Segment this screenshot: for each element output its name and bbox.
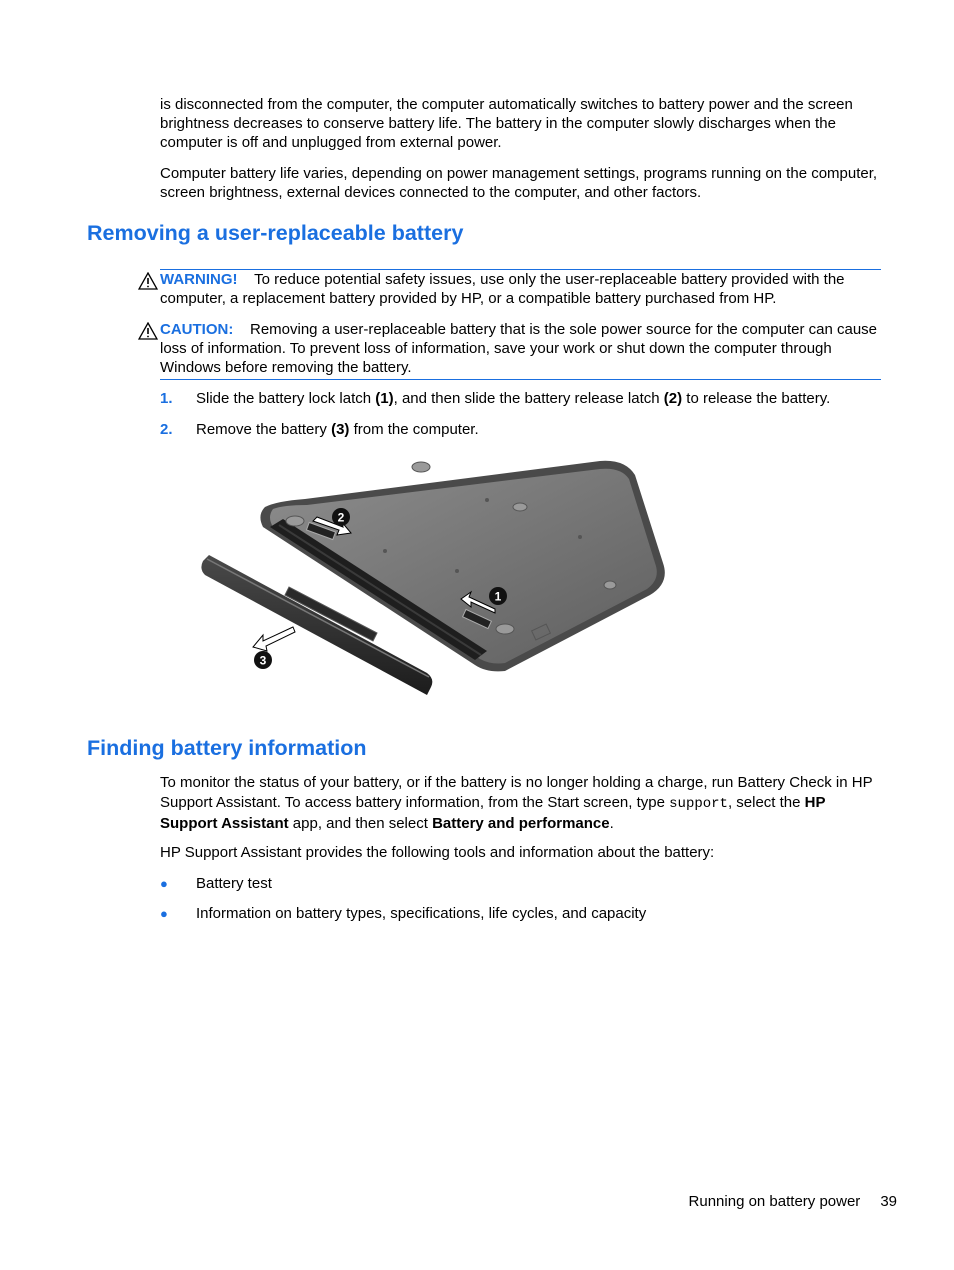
page-number: 39 [880,1193,897,1210]
svg-text:2: 2 [337,510,345,525]
bullet-icon: ● [160,876,168,891]
rubber-foot [513,503,527,511]
inline-code-support: support [669,796,728,812]
callout-1 [489,587,507,605]
svg-text:3: 3 [259,653,267,668]
section-heading-finding-battery-info: Finding battery information [87,736,367,760]
rubber-foot [496,624,514,634]
warning-body: To reduce potential safety issues, use only the user-replaceable battery provided with the computer, a replacement battery provided by HP, or a compatible battery purchased from HP. [160,271,845,307]
step-number: 2. [160,421,173,438]
warning-text [160,270,881,308]
section-heading-removing-battery: Removing a user-replaceable battery [87,221,464,245]
warning-label: WARNING! [160,271,238,288]
caution-triangle-icon [138,322,158,340]
rubber-foot [286,516,304,526]
battery-removal-illustration [195,455,685,710]
arrow-remove-battery [253,627,295,651]
caution-body: Removing a user-replaceable battery that is the sole power source for the computer can cause loss of information. To prevent loss of information, save your work or shut down the computer through Windows before removing the battery. [160,321,877,376]
callout-2 [332,508,350,526]
intro-paragraph-1: is disconnected from the computer, the computer automatically switches to battery power and the screen brightness decreases to conserve battery life. The battery in the computer slowly discharges when the computer is off and unplugged from external power. [160,96,853,151]
battery-info-paragraph: To monitor the status of your battery, or if the battery is no longer holding a charge, run Battery Check in HP Support Assistant. To access battery information, from the Start screen, type support, select the HP Support Assistant app, and then select Battery and performance. [160,774,873,832]
callout-3 [254,651,272,669]
page-footer [689,1192,897,1211]
notice-bottom-rule [160,379,881,380]
list-item-text: Information on battery types, specifications, life cycles, and capacity [196,905,647,922]
step-text: Remove the battery (3) from the computer. [196,421,479,438]
support-assistant-paragraph: HP Support Assistant provides the following tools and information about the battery: [160,844,715,861]
step-text: Slide the battery lock latch (1), and then slide the battery release latch (2) to release the battery. [196,390,831,407]
footer-chapter-title: Running on battery power [688,1193,861,1210]
caution-label: CAUTION: [160,321,234,338]
warning-triangle-icon [138,272,158,290]
list-item-text: Battery test [196,875,272,892]
step-number: 1. [160,390,173,407]
rubber-foot [412,462,430,472]
svg-text:1: 1 [494,589,502,604]
rubber-foot [604,581,616,589]
bullet-icon: ● [160,906,168,921]
caution-text [160,320,881,377]
intro-paragraph-2: Computer battery life varies, depending on power management settings, programs running on the computer, screen brightness, external devices connected to the computer, and other factors. [160,165,878,201]
